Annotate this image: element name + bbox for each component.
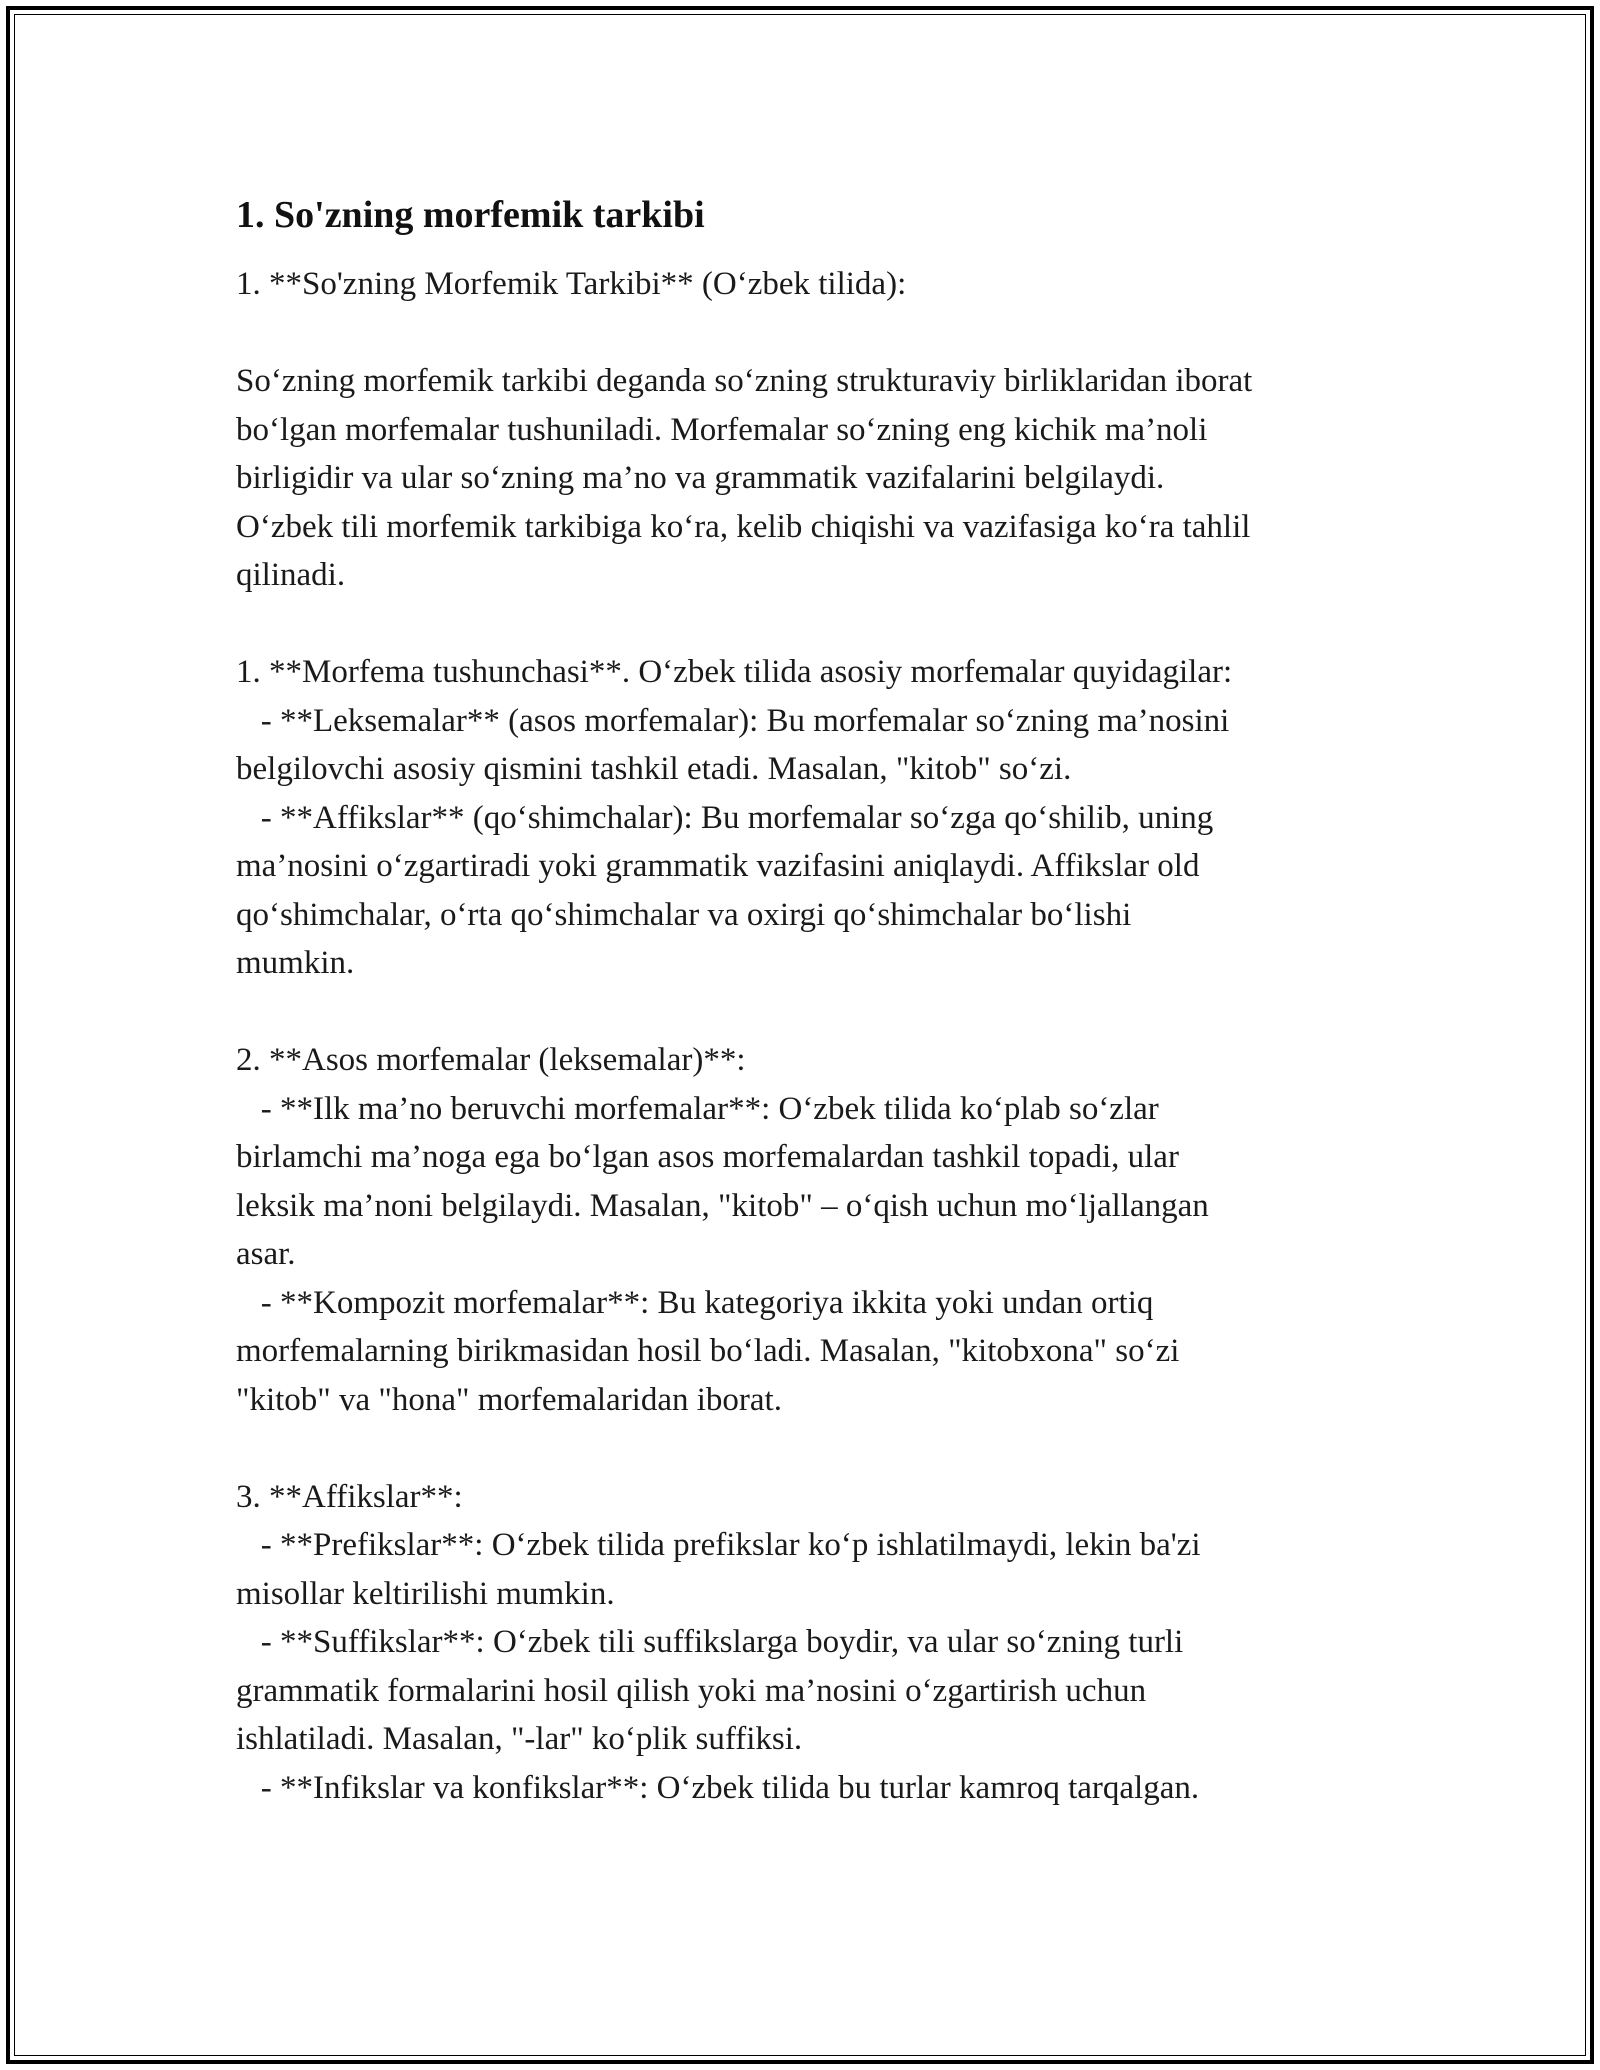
blank-line (236, 309, 1386, 358)
list-item-line: - **Prefikslar**: O‘zbek tilida prefikslar ko‘p ishlatilmaydi, lekin ba'zi (236, 1527, 1201, 1563)
text-line: O‘zbek tili morfemik tarkibiga ko‘ra, kelib chiqishi va vazifasiga ko‘ra tahlil (236, 508, 1251, 545)
text-line: belgilovchi asosiy qismini tashkil etadi. Masalan, "kitob" so‘zi. (236, 751, 1072, 787)
text-line: ishlatiladi. Masalan, "-lar" ko‘plik suffiksi. (236, 1721, 803, 1757)
section-heading-line: 3. **Affikslar**: (236, 1478, 463, 1515)
section-morfema-tushunchasi (236, 648, 1386, 988)
section-heading-line: 1. **Morfema tushunchasi**. O‘zbek tilida asosiy morfemalar quyidagilar: (236, 654, 1233, 690)
document-title: 1. So'zning morfemik tarkibi (236, 194, 705, 236)
text-line: leksik ma’noni belgilaydi. Masalan, "kitob" – o‘qish uchun mo‘ljallangan (236, 1187, 1209, 1224)
text-line: "kitob" va "hona" morfemalaridan iborat. (236, 1381, 782, 1418)
list-item-line: - **Leksemalar** (asos morfemalar): Bu morfemalar so‘zning ma’nosini (236, 702, 1230, 739)
section-heading-line: 2. **Asos morfemalar (leksemalar)**: (236, 1042, 746, 1078)
text-line: mumkin. (236, 945, 355, 981)
document-body (236, 260, 1386, 1812)
document-content (236, 190, 1386, 1812)
section-affikslar (236, 1473, 1386, 1813)
text-line: birlamchi ma’noga ega bo‘lgan asos morfemalardan tashkil topadi, ular (236, 1139, 1179, 1175)
text-line: misollar keltirilishi mumkin. (236, 1575, 615, 1612)
intro-line: 1. **So'zning Morfemik Tarkibi** (O‘zbek tilida): (236, 266, 907, 302)
list-item-line: - **Infikslar va konfikslar**: O‘zbek tilida bu turlar kamroq tarqalgan. (236, 1769, 1200, 1806)
text-line: qilinadi. (236, 557, 346, 593)
text-line: bo‘lgan morfemalar tushuniladi. Morfemalar so‘zning eng kichik ma’noli (236, 411, 1208, 448)
text-line: grammatik formalarini hosil qilish yoki ma’nosini o‘zgartirish uchun (236, 1672, 1147, 1709)
section-asos-morfemalar (236, 1036, 1386, 1424)
text-line: qo‘shimchalar, o‘rta qo‘shimchalar va oxirgi qo‘shimchalar bo‘lishi (236, 896, 1132, 933)
text-line: ma’nosini o‘zgartiradi yoki grammatik vazifasini aniqlaydi. Affikslar old (236, 848, 1200, 884)
list-item-line: - **Ilk ma’no beruvchi morfemalar**: O‘zbek tilida ko‘plab so‘zlar (236, 1090, 1159, 1127)
text-line: birligidir va ular so‘zning ma’no va grammatik vazifalarini belgilaydi. (236, 460, 1165, 496)
blank-line (236, 600, 1386, 649)
list-item-line: - **Kompozit morfemalar**: Bu kategoriya ikkita yoki undan ortiq (236, 1284, 1154, 1321)
list-item-line: - **Suffikslar**: O‘zbek tili suffikslarga boydir, va ular so‘zning turli (236, 1624, 1184, 1660)
paragraph-morfemik-tarkib (236, 357, 1386, 600)
blank-line (236, 988, 1386, 1037)
blank-line (236, 1424, 1386, 1473)
text-line: So‘zning morfemik tarkibi deganda so‘zning strukturaviy birliklaridan iborat (236, 363, 1253, 399)
text-line: morfemalarning birikmasidan hosil bo‘ladi. Masalan, "kitobxona" so‘zi (236, 1333, 1180, 1369)
list-item-line: - **Affikslar** (qo‘shimchalar): Bu morfemalar so‘zga qo‘shilib, uning (236, 799, 1214, 836)
text-line: asar. (236, 1236, 296, 1272)
